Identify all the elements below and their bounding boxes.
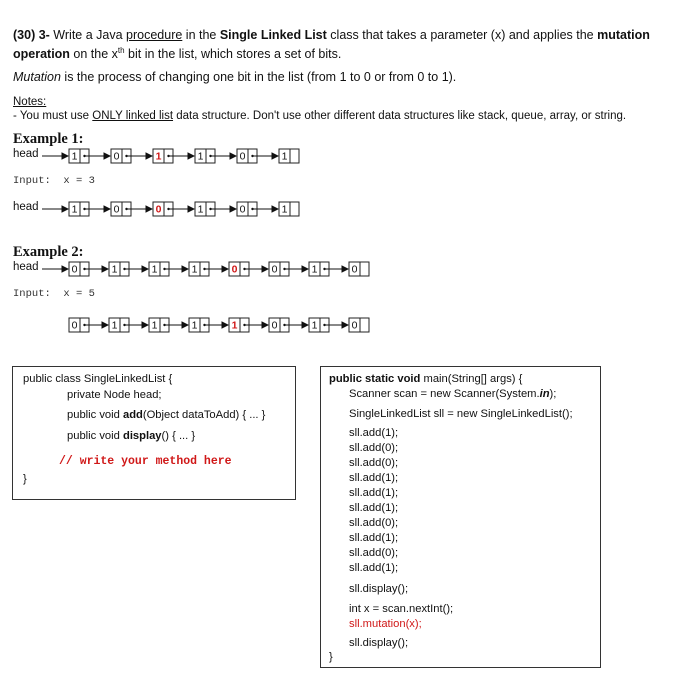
node-value: 0 — [271, 263, 278, 276]
list-node — [269, 262, 308, 276]
scanner-pre: Scanner scan = new Scanner(System. — [349, 388, 540, 400]
node-value: 1 — [281, 203, 288, 216]
list-node — [153, 202, 194, 216]
list-node — [109, 262, 148, 276]
mutation-rest: is the process of changing one bit in the list (from 1 to 0 or from 0 to 1). — [60, 70, 457, 84]
node-value: 1 — [111, 263, 118, 276]
example1-before-list — [42, 149, 299, 163]
list-node — [309, 318, 348, 332]
add-pre: public void — [67, 409, 123, 421]
node-value: 1 — [151, 263, 158, 276]
display-method — [67, 430, 195, 442]
scanner-post: ); — [549, 388, 557, 400]
node-value: 1 — [281, 150, 288, 163]
list-node — [229, 262, 268, 276]
node-value: 1 — [231, 319, 238, 332]
node-value: 1 — [191, 319, 198, 332]
list-node — [229, 318, 268, 332]
node-value: 0 — [231, 263, 238, 276]
scanner-in: in — [539, 388, 550, 400]
list-node — [237, 149, 278, 163]
list-node — [309, 262, 348, 276]
list-node — [349, 318, 369, 332]
list-node — [279, 149, 299, 163]
list-node — [109, 318, 148, 332]
list-node — [279, 202, 299, 216]
scanner-line — [349, 388, 556, 400]
node-value: 0 — [113, 203, 120, 216]
node-value: 1 — [71, 203, 78, 216]
example1-head-label: head — [13, 148, 39, 160]
node-value: 0 — [239, 203, 246, 216]
list-node — [69, 262, 108, 276]
list-node — [189, 318, 228, 332]
notes-suffix: data structure. Don't use other different data structures like stack, queue, array, or string. — [173, 110, 627, 122]
node-value: 1 — [197, 150, 204, 163]
list-node — [349, 262, 369, 276]
list-node — [149, 318, 188, 332]
add-call-line: sll.add(1); — [349, 502, 399, 514]
node-value: 0 — [113, 150, 120, 163]
add-method — [67, 409, 265, 421]
class-code-box — [12, 366, 296, 500]
node-value: 0 — [351, 263, 358, 276]
notes-heading: Notes: — [13, 96, 47, 108]
list-node — [111, 202, 152, 216]
add-call-line: sll.add(1); — [349, 562, 399, 574]
add-call-line: sll.add(0); — [349, 457, 399, 469]
main-code-box — [320, 366, 601, 668]
add-name: add — [122, 409, 143, 421]
operation-name: mutation operation — [13, 28, 650, 62]
example2-after-list — [69, 318, 369, 332]
example2-title: Example 2: — [13, 244, 84, 260]
example2-head-label: head — [13, 261, 39, 273]
display-pre: public void — [67, 430, 123, 442]
display-call-2: sll.display(); — [349, 637, 409, 649]
list-node — [153, 149, 194, 163]
add-call-line: sll.add(1); — [349, 487, 399, 499]
main-close-brace: } — [329, 651, 333, 663]
node-value: 0 — [351, 319, 358, 332]
question-part: in the — [182, 28, 220, 42]
node-value: 1 — [311, 263, 318, 276]
list-node — [189, 262, 228, 276]
node-value: 1 — [191, 263, 198, 276]
example1-input-label: Input: x = 3 — [13, 175, 95, 187]
add-call-line: sll.add(0); — [349, 517, 399, 529]
question-part: class that takes a parameter (x) and applies the — [326, 28, 598, 42]
mutation-call: sll.mutation(x); — [349, 618, 422, 630]
node-value: 1 — [111, 319, 118, 332]
display-call-1: sll.display(); — [349, 583, 409, 595]
node-value: 1 — [151, 319, 158, 332]
example1-after-list — [42, 202, 299, 216]
node-value: 1 — [311, 319, 318, 332]
question-part: on the x — [69, 47, 118, 62]
superscript: th — [117, 46, 125, 55]
add-call-line: sll.add(0); — [349, 547, 399, 559]
list-node — [269, 318, 308, 332]
write-method-comment: // write your method here — [59, 455, 232, 468]
class-name: Single Linked List — [219, 28, 327, 42]
notes-prefix: - You must use — [13, 110, 93, 122]
list-node — [149, 262, 188, 276]
node-value: 0 — [71, 319, 78, 332]
class-close-brace: } — [23, 473, 27, 485]
list-node — [237, 202, 278, 216]
add-call-line: sll.add(1); — [349, 532, 399, 544]
node-value: 1 — [155, 150, 162, 163]
linked-list-diagrams — [0, 0, 695, 340]
list-declaration: SingleLinkedList sll = new SingleLinkedList(); — [349, 408, 573, 420]
head-field: private Node head; — [67, 389, 162, 401]
example1-head-label-2: head — [13, 201, 39, 213]
list-node — [195, 202, 236, 216]
node-value: 1 — [71, 150, 78, 163]
example2-before-list — [42, 262, 369, 276]
question-part: bit in the list, which stores a set of bits. — [124, 47, 342, 62]
node-value: 1 — [197, 203, 204, 216]
read-x-line: int x = scan.nextInt(); — [349, 603, 454, 615]
list-node — [195, 149, 236, 163]
add-call-line: sll.add(1); — [349, 472, 399, 484]
main-modifiers: public static void — [329, 373, 421, 385]
example2-input-label: Input: x = 5 — [13, 288, 95, 300]
class-declaration: public class SingleLinkedList { — [23, 373, 173, 385]
display-post: () { ... } — [161, 430, 196, 442]
example1-title: Example 1: — [13, 131, 84, 147]
list-node — [111, 149, 152, 163]
node-value: 0 — [155, 203, 162, 216]
node-value: 0 — [71, 263, 78, 276]
main-rest: main(String[] args) { — [420, 373, 523, 385]
node-value: 0 — [239, 150, 246, 163]
notes-underlined: ONLY linked list — [92, 110, 174, 122]
add-call-line: sll.add(1); — [349, 427, 399, 439]
question-part: Write a Java — [49, 28, 127, 42]
node-value: 0 — [271, 319, 278, 332]
procedure-word: procedure — [126, 28, 183, 42]
display-name: display — [122, 430, 162, 442]
main-signature — [329, 373, 522, 385]
add-call-line: sll.add(0); — [349, 442, 399, 454]
list-node — [69, 149, 110, 163]
add-post: (Object dataToAdd) { ... } — [142, 409, 266, 421]
question-number: (30) 3- — [13, 28, 50, 42]
list-node — [69, 318, 108, 332]
mutation-term: Mutation — [13, 70, 61, 84]
list-node — [69, 202, 110, 216]
